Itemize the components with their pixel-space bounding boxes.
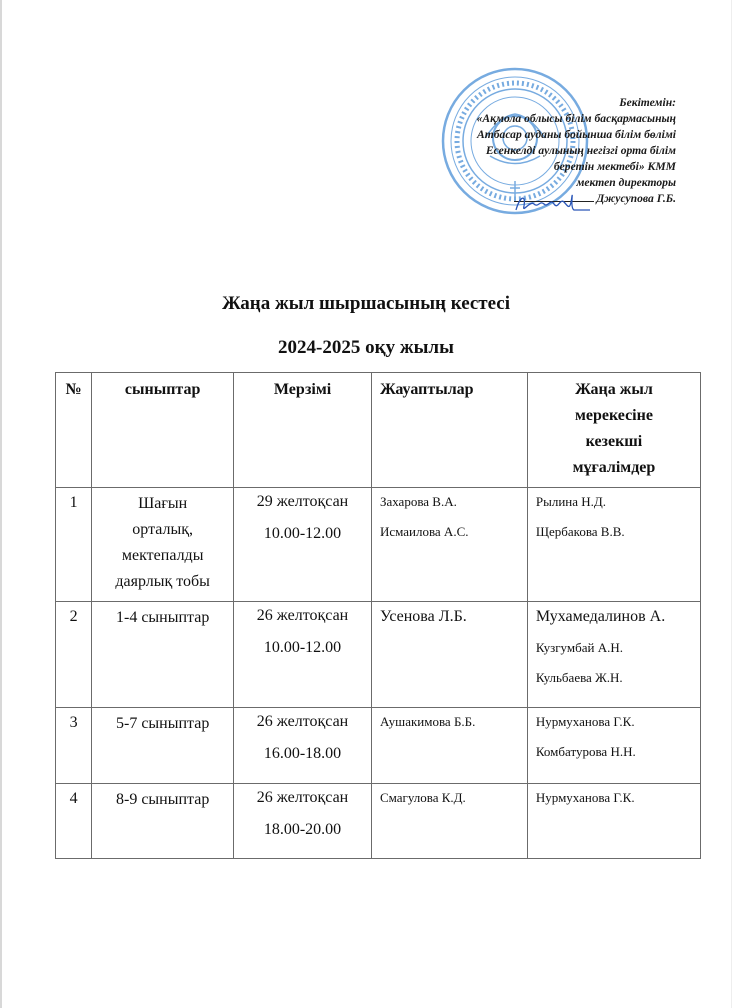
approval-line: беретін мектебі» КММ [553, 160, 676, 173]
row-date [234, 488, 372, 602]
row-duty-teachers: Мухамедалинов А. Кузгумбай А.Н. Кульбаева Ж.Н. [527, 602, 700, 708]
date: 29 желтоқсан [256, 493, 349, 510]
row-classes: 8-9 сыныптар [92, 784, 234, 859]
document-subtitle: 2024-2025 оқу жылы [278, 337, 454, 358]
table-header-row [56, 373, 701, 488]
approval-line: мектеп директоры [576, 176, 676, 189]
table-row [56, 708, 701, 784]
signature-icon [512, 190, 592, 218]
table-row [56, 602, 701, 708]
approval-line: «Ақмола облысы білім басқармасының [476, 112, 676, 125]
row-responsible: Захарова В.А. Исмаилова А.С. [371, 488, 527, 602]
row-responsible: Аушакимова Б.Б. [371, 708, 527, 784]
row-number: 3 [56, 708, 92, 784]
header-date: Мерзімі [234, 373, 372, 488]
header-responsible: Жауаптылар [371, 373, 527, 488]
date: 26 желтоқсан [256, 789, 349, 806]
row-duty-teachers: Рылина Н.Д. Щербакова В.В. [527, 488, 700, 602]
table-row [56, 784, 701, 859]
header-number: № [56, 373, 92, 488]
table-row [56, 488, 701, 602]
date: 26 желтоқсан [256, 607, 349, 624]
row-duty-teachers: Нурмуханова Г.К. [527, 784, 700, 859]
row-date [234, 784, 372, 859]
schedule-table [55, 372, 701, 859]
time: 18.00-20.00 [263, 821, 342, 838]
row-responsible: Смагулова К.Д. [371, 784, 527, 859]
row-classes: Шағын орталық, мектепалды даярлық тобы [92, 488, 234, 602]
row-number: 4 [56, 784, 92, 859]
scan-edge [0, 0, 2, 1008]
director-name: Джусупова Г.Б. [596, 192, 676, 205]
row-number: 1 [56, 488, 92, 602]
row-classes: 1-4 сыныптар [92, 602, 234, 708]
document-title: Жаңа жыл шыршасының кестесі [221, 293, 511, 314]
header-duty-teachers: Жаңа жыл мерекесіне кезекші мұғалімдер [527, 373, 700, 488]
row-responsible: Усенова Л.Б. [371, 602, 527, 708]
row-date [234, 602, 372, 708]
row-duty-teachers: Нурмуханова Г.К. Комбатурова Н.Н. [527, 708, 700, 784]
row-classes: 5-7 сыныптар [92, 708, 234, 784]
date: 26 желтоқсан [256, 713, 349, 730]
time: 16.00-18.00 [263, 745, 342, 762]
header-classes: сыныптар [92, 373, 234, 488]
approval-line: Бекітемін: [619, 96, 676, 109]
row-date [234, 708, 372, 784]
time: 10.00-12.00 [263, 525, 342, 542]
approval-line: Атбасар ауданы бойынша білім бөлімі [476, 128, 676, 141]
row-number: 2 [56, 602, 92, 708]
approval-line: Есенкелді аулының негізгі орта білім [485, 144, 676, 157]
time: 10.00-12.00 [263, 639, 342, 656]
